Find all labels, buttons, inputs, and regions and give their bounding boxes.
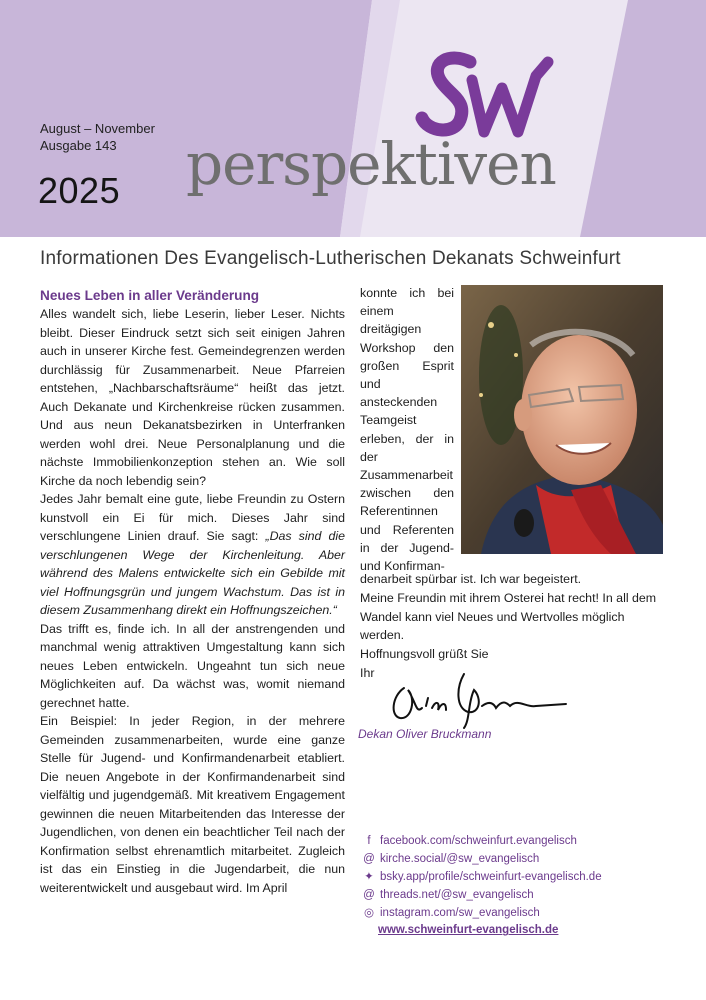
edition-period: August – November xyxy=(40,121,155,136)
social-link-instagram[interactable] xyxy=(362,905,602,923)
social-link-threads[interactable] xyxy=(362,887,602,905)
article-headline: Neues Leben in aller Veränderung xyxy=(40,288,260,303)
mastodon-icon: @ xyxy=(363,852,375,865)
issue-number: Ausgabe 143 xyxy=(40,138,117,153)
social-link-text: facebook.com/schweinfurt.evangelisch xyxy=(380,835,577,847)
closing-greeting: Hoffnungsvoll grüßt Sie xyxy=(360,647,489,662)
social-link-bluesky[interactable] xyxy=(362,869,602,887)
instagram-icon: ◎ xyxy=(363,906,375,919)
portrait-illustration xyxy=(461,285,663,554)
article-right-column xyxy=(360,570,665,683)
masthead-subtitle: Informationen Des Evangelisch-Lutherischen Dekanats Schweinfurt xyxy=(40,248,621,269)
website-link-text[interactable]: www.schweinfurt-evangelisch.de xyxy=(378,924,559,937)
article-paragraph: denarbeit spürbar ist. Ich war begeistert. xyxy=(360,572,582,586)
threads-icon: @ xyxy=(363,888,375,901)
facebook-icon: f xyxy=(367,834,371,847)
signature-name: Dekan Oliver Bruckmann xyxy=(358,727,492,741)
bluesky-icon: ✦ xyxy=(364,870,374,883)
edition-info xyxy=(40,120,155,154)
article-paragraph: Alles wandelt sich, liebe Leserin, lieber Leser. Nichts bleibt. Dieser Eindruck setzt sich seit einigen Jahren auch in unserer Kirche fest. Gemeindegrenzen werden durchlässig für Zusammenarbeit. Neue Pfarreien entstehen, „Nachbarschaftsräume“ heißt das jetzt. Auch Dekanate und Kirchenkreise rücken zusammen. Und aus neun Dekanatsbezirken in Unterfranken werden wohl drei. Neue Personalplanung und die nächste Immobilienkonzeption stehen an. Wie soll Kirche da noch lebendig sein? xyxy=(40,307,345,488)
article-paragraph xyxy=(40,490,345,620)
social-link-text: threads.net/@sw_evangelisch xyxy=(380,888,534,901)
social-link-text: instagram.com/sw_evangelisch xyxy=(380,906,540,919)
social-link-mastodon[interactable] xyxy=(362,851,602,869)
handwritten-signature xyxy=(386,668,571,730)
social-link-text: kirche.social/@sw_evangelisch xyxy=(380,852,540,865)
social-link-text: bsky.app/profile/schweinfurt-evangelisch.de xyxy=(380,870,602,883)
paragraph-text: Jedes Jahr bemalt eine gute, liebe Freundin zu Ostern kunstvoll ein Ei für mich. Dieses Jahr sind verschlungene Linien drauf. Sie sagt: xyxy=(40,492,345,543)
article-paragraph: Meine Freundin mit ihrem Osterei hat recht! In all dem Wandel kann viel Neues und Wertvolles möglich werden. xyxy=(360,590,657,643)
edition-year: 2025 xyxy=(38,170,121,211)
closing-ihr: Ihr xyxy=(360,665,375,680)
masthead xyxy=(0,0,706,237)
article-left-column xyxy=(40,287,345,897)
social-links xyxy=(362,833,602,940)
magazine-title: perspektiven xyxy=(186,130,556,198)
article-paragraph: Das trifft es, finde ich. In all der anstrengenden und manchmal wenig attraktiven Umgestaltung kann sich neues Leben entwickeln. Ungeahnt tun sich neue Möglichkeiten auf. Da wächst was, womit niemand gerechnet hatte. xyxy=(40,621,345,710)
website-link[interactable] xyxy=(362,922,602,940)
article-paragraph: Ein Beispiel: In jeder Region, in der mehrere Gemeinden zusammenarbeiten, wurde eine ganze Stelle für Jugend- und Konfirmandenarbeit etabliert. Die neuen Angebote in der Konfirmandenarbeit sind vielfältig und jugendgemäß. Mit kreativem Engagement gewinnen die neuen Mitarbeitenden das Interesse der Jugendlichen, von denen ein beachtlicher Teil nach der Konfirmation selbst ehrenamtlich mitarbeitet. Zugleich ist das ein Einstieg in die Jugendarbeit, die nun weiterentwickelt und ausgebaut wird. Im April xyxy=(40,714,345,895)
social-link-facebook[interactable] xyxy=(362,833,602,851)
portrait-photo xyxy=(461,285,663,554)
friend-quote: „Das sind die verschlungenen Wege der Kirchenleitung. Aber während des Malens entwickelte sich ein Gebilde mit viel Hoffnungsgrün und jungem Wachstum. Das ist in diesem Zusammenhang direkt ein Hoffnungszeichen.“ xyxy=(40,529,345,617)
article-narrow-column: konnte ich bei einem dreitägigen Workshop den großen Esprit und ansteckenden Teamgeist erleben, der in der Zusammenarbeit zwischen den Referentinnen und Referenten in der Jugend- und Konfirman- xyxy=(360,286,454,574)
